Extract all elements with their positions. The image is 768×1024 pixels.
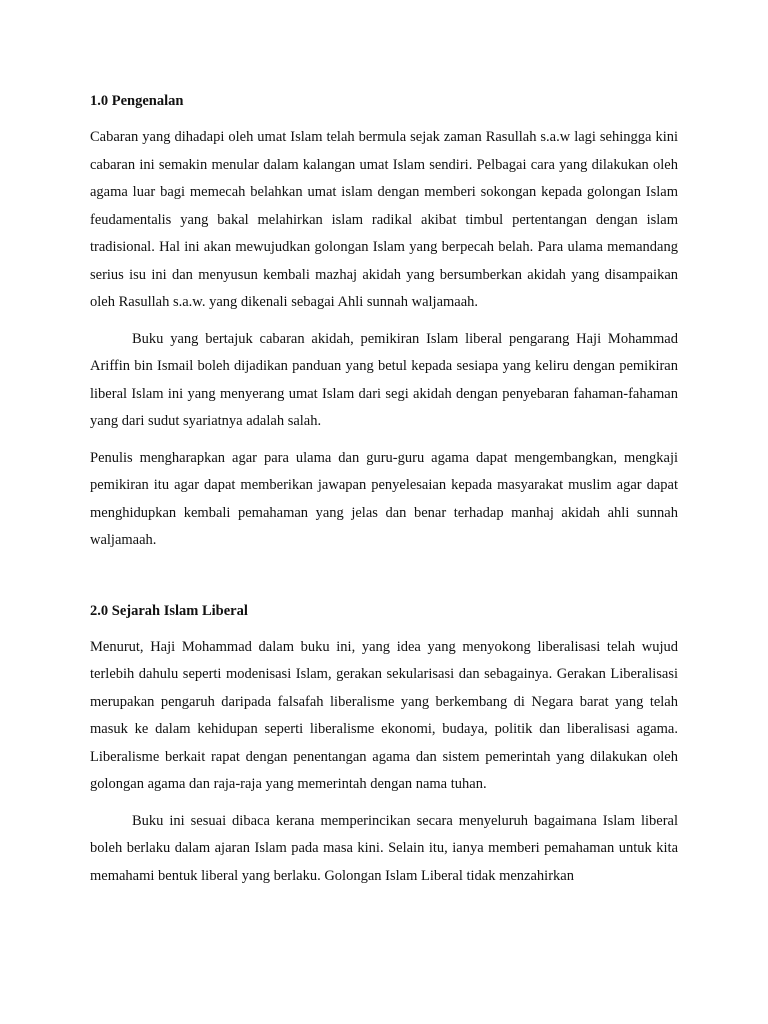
paragraph-sejarah-1: Menurut, Haji Mohammad dalam buku ini, yang idea yang menyokong liberalisasi telah wujud terlebih dahulu seperti modenisasi Islam, gerakan sekularisasi dan sebagainya. Gerakan Liberalisasi merupakan pengaruh daripada falsafah liberalisme yang berkembang di Negara barat yang telah masuk ke dalam kehidupan seperti liberalisme ekonomi, budaya, politik dan liberalisasi agama. Liberalisme berkait rapat dengan penentangan agama dan sistem pemerintah yang dilakukan oleh golongan agama dan raja-raja yang memerintah dengan nama tuhan.: [90, 638, 678, 792]
paragraph-pengenalan-1: Cabaran yang dihadapi oleh umat Islam telah bermula sejak zaman Rasullah s.a.w lagi sehingga kini cabaran ini semakin menular dalam kalangan umat Islam sendiri. Pelbagai cara yang dilakukan oleh agama luar bagi memecah belahkan umat islam dengan memberi sokongan kepada golongan Islam feudamentalis yang bakal melahirkan islam radikal akibat timbul pertentangan dengan islam tradisional. Hal ini akan mewujudkan golongan Islam yang berpecah belah. Para ulama memandang serius isu ini dan menyusun kembali mazhaj akidah yang bersumberkan akidah yang disampaikan oleh Rasullah s.a.w. yang dikenali sebagai Ahli sunnah waljamaah.: [90, 129, 678, 310]
document-body: [90, 86, 678, 899]
paragraph-pengenalan-2: Buku yang bertajuk cabaran akidah, pemikiran Islam liberal pengarang Haji Mohammad Ariffin bin Ismail boleh dijadikan panduan yang betul kepada sesiapa yang keliru dengan pemikiran liberal Islam ini yang menyerang umat Islam dari segi akidah dengan penyebaran fahaman-fahaman yang dari sudut syariatnya adalah salah.: [90, 330, 678, 429]
paragraph-pengenalan-3: Penulis mengharapkan agar para ulama dan guru-guru agama dapat mengembangkan, mengkaji pemikiran itu agar dapat memberikan jawapan penyelesaian kepada masyarakat muslim agar dapat menghidupkan kembali pemahaman yang jelas dan benar terhadap manhaj akidah ahli sunnah waljamaah.: [90, 449, 678, 548]
section-spacer: [90, 564, 678, 596]
paragraph-sejarah-2: Buku ini sesuai dibaca kerana memperincikan secara menyeluruh bagaimana Islam liberal boleh berlaku dalam ajaran Islam pada masa kini. Selain itu, ianya memberi pemahaman untuk kita memahami bentuk liberal yang berlaku. Golongan Islam Liberal tidak menzahirkan: [90, 812, 678, 884]
section-heading-sejarah: 2.0 Sejarah Islam Liberal: [90, 602, 248, 619]
section-heading-pengenalan: 1.0 Pengenalan: [90, 93, 184, 109]
